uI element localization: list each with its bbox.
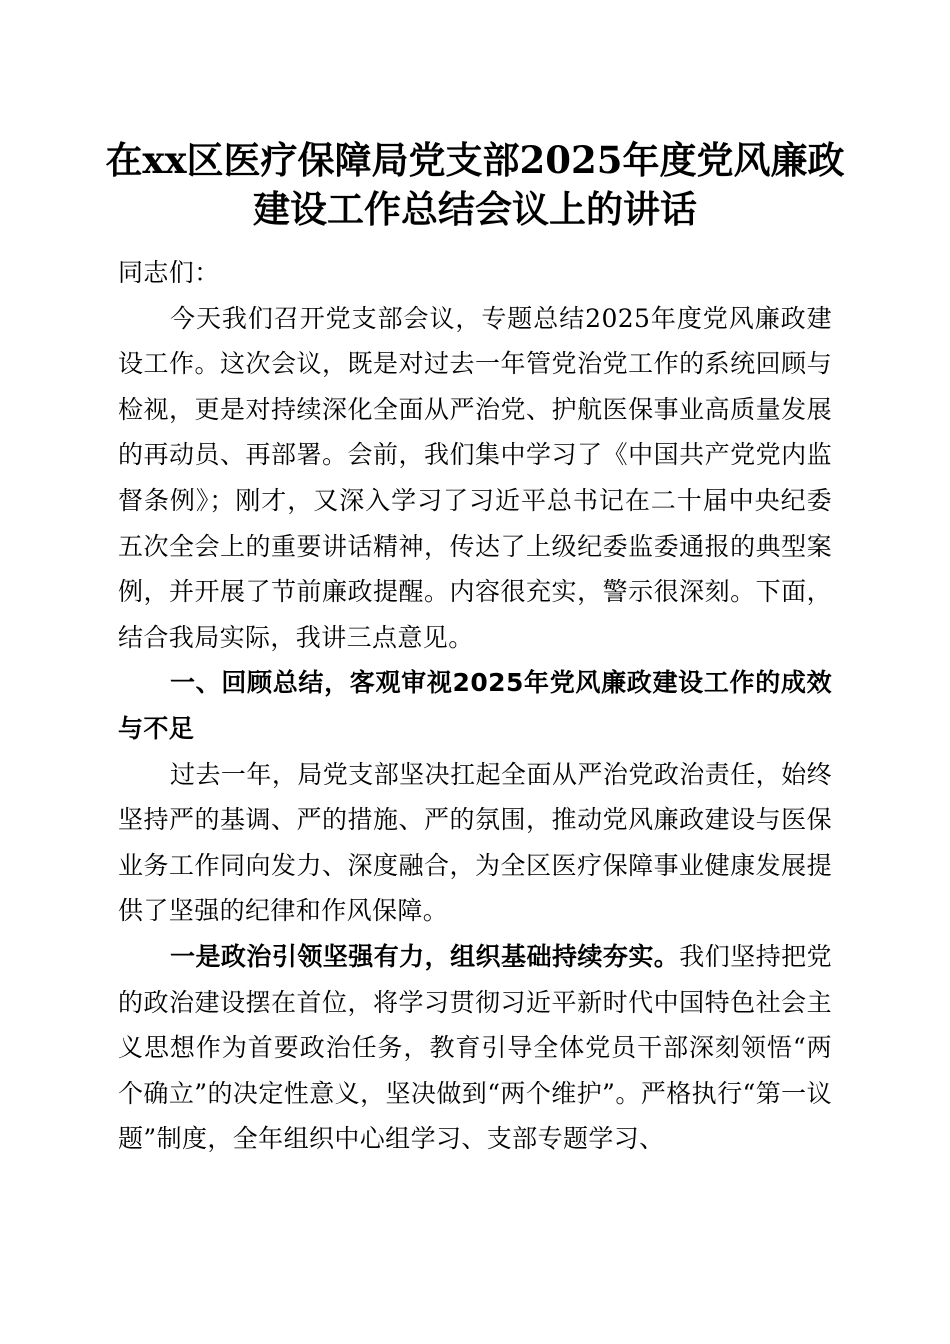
document-body (118, 250, 832, 1162)
point-1-lead: 一是政治引领坚强有力，组织基础持续夯实。 (170, 941, 680, 971)
document-title-line-1: 在xx区医疗保障局党支部2025年度党风廉政 (105, 138, 845, 182)
intro-paragraph: 今天我们召开党支部会议，专题总结2025年度党风廉政建设工作。这次会议，既是对过去一年管党治党工作的系统回顾与检视，更是对持续深化全面从严治党、护航医保事业高质量发展的再动员、再部署。会前，我们集中学习了《中国共产党党内监督条例》；刚才，又深入学习了习近平总书记在二十届中央纪委五次全会上的重要讲话精神，传达了上级纪委监委通报的典型案例，并开展了节前廉政提醒。内容很充实，警示很深刻。下面，结合我局实际，我讲三点意见。 (118, 303, 832, 652)
section-1-heading: 一、回顾总结，客观审视2025年党风廉政建设工作的成效与不足 (118, 668, 832, 743)
point-1-paragraph (118, 934, 832, 1162)
point-1-text: 我们坚持把党的政治建设摆在首位，将学习贯彻习近平新时代中国特色社会主义思想作为首要政治任务，教育引导全体党员干部深刻领悟“两个确立”的决定性意义，坚决做到“两个维护”。严格执行“第一议题”制度，全年组织中心组学习、支部专题学习、 (118, 941, 832, 1154)
document-title-line-2: 建设工作总结会议上的讲话 (253, 187, 697, 231)
salutation: 同志们： (118, 258, 220, 287)
section-1-paragraph: 过去一年，局党支部坚决扛起全面从严治党政治责任，始终坚持严的基调、严的措施、严的氛围，推动党风廉政建设与医保业务工作同向发力、深度融合，为全区医疗保障事业健康发展提供了坚强的纪律和作风保障。 (118, 759, 832, 926)
